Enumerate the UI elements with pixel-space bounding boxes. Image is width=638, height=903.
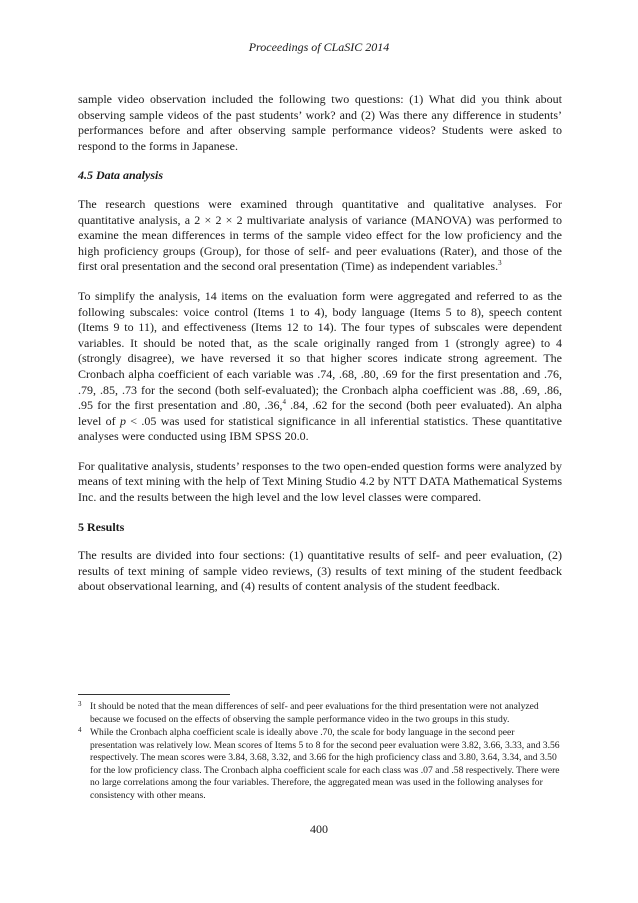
paragraph-subscales-text-c: < .05 was used for statistical significance in all inferential statistics. These quantitative analyses were conducted using IBM SPSS 20.0. [78, 413, 563, 444]
body-text [78, 92, 562, 609]
paragraph-qualitative-analysis: For qualitative analysis, students’ responses to the two open-ended question forms were analyzed by means of text mining with the help of Text Mining Studio 4.2 by NTT DATA Mathematical Systems Inc. and the results between the high level and the low level classes were compared. [78, 458, 562, 505]
footnotes [78, 701, 562, 803]
paragraph-results-overview: The results are divided into four sections: (1) quantitative results of self- and peer evaluation, (2) results of text mining of sample video reviews, (3) results of text mining of the student feedback about observational learning, and (4) results of content analysis of the student feedback. [78, 548, 562, 594]
footnote-ref-3[interactable]: 3 [498, 259, 502, 268]
paragraph-research-questions [78, 197, 562, 275]
footnote-divider [78, 694, 230, 695]
running-header: Proceedings of CLaSIC 2014 [248, 40, 390, 54]
footnote-4 [78, 727, 562, 802]
paragraph-research-questions-text: The research questions were examined through quantitative and qualitative analyses. For quantitative analysis, a 2 × 2 × 2 multivariate analysis of variance (MANOVA) was performed to examine the mean differences in terms of the sample video effect for the low proficiency and the high proficiency groups (Group), for those of self- and peer evaluations (Rater), and those of the first oral presentation and the second oral presentation (Time) as independent variables. [78, 196, 562, 274]
footnote-text: It should be noted that the mean differences of self- and peer evaluations for the third presentation were not analyzed because we focused on the effects of observing the sample performance video in the two groups in this study. [90, 701, 539, 725]
section-heading-data-analysis: 4.5 Data analysis [78, 168, 164, 183]
section-heading-results: 5 Results [78, 519, 125, 534]
paragraph-subscales-text-a: To simplify the analysis, 14 items on the evaluation form were aggregated and referred to as the following subscales: voice control (Items 1 to 4), body language (Items 5 to 8), speech content (Items 9 to 11), and effectiveness (Items 12 to 14). The four types of subscales were dependent variables. It should be noted that, as the scale originally ranged from 1 (strongly agree) to 4 (strongly disagree), we have reversed it so that higher scores indicate strong agreement. The Cronbach alpha coefficient of each variable was .74, .68, .80, .69 for the first presentation and .76, .79, .85, .73 for the second (both self-evaluated); the Cronbach alpha coefficient was .88, .69, .86, .95 for the first presentation and .80, .36, [78, 288, 562, 413]
p-value-symbol: p [119, 413, 126, 428]
footnote-text: While the Cronbach alpha coefficient scale is ideally above .70, the scale for body language in the second peer presentation was relatively low. Mean scores of Items 5 to 8 for the second peer evaluation were 3.82, 3.66, 3.33, and 3.56 respectively. The mean scores were 3.84, 3.68, 3.32, and 3.66 for the high proficiency class and 3.80, 3.64, 3.34, and 3.50 for the low proficiency class. The Cronbach alpha coefficient scale for each class was .07 and .58 respectively. There were no large correlations among the four variables. Therefore, the aggregated mean was used in the following analyses for consistency with other means. [90, 727, 560, 801]
paragraph-subscales [78, 289, 562, 445]
page-number: 400 [310, 822, 328, 836]
footnote-ref-4[interactable]: 4 [282, 398, 286, 407]
footnote-3 [78, 701, 562, 726]
paragraph-subscales-text-b: .84, .62 for the second (both peer evaluated). An alpha level of [78, 398, 562, 428]
footnote-mark: 3 [78, 700, 82, 708]
paragraph-survey-questions: sample video observation included the following two questions: (1) What did you think about observing sample videos of the past students’ work? and (2) Was there any difference in students’ performances before and after observing sample performance videos? Students were asked to respond to the forms in Japanese. [78, 92, 562, 153]
footnote-mark: 4 [78, 726, 82, 734]
